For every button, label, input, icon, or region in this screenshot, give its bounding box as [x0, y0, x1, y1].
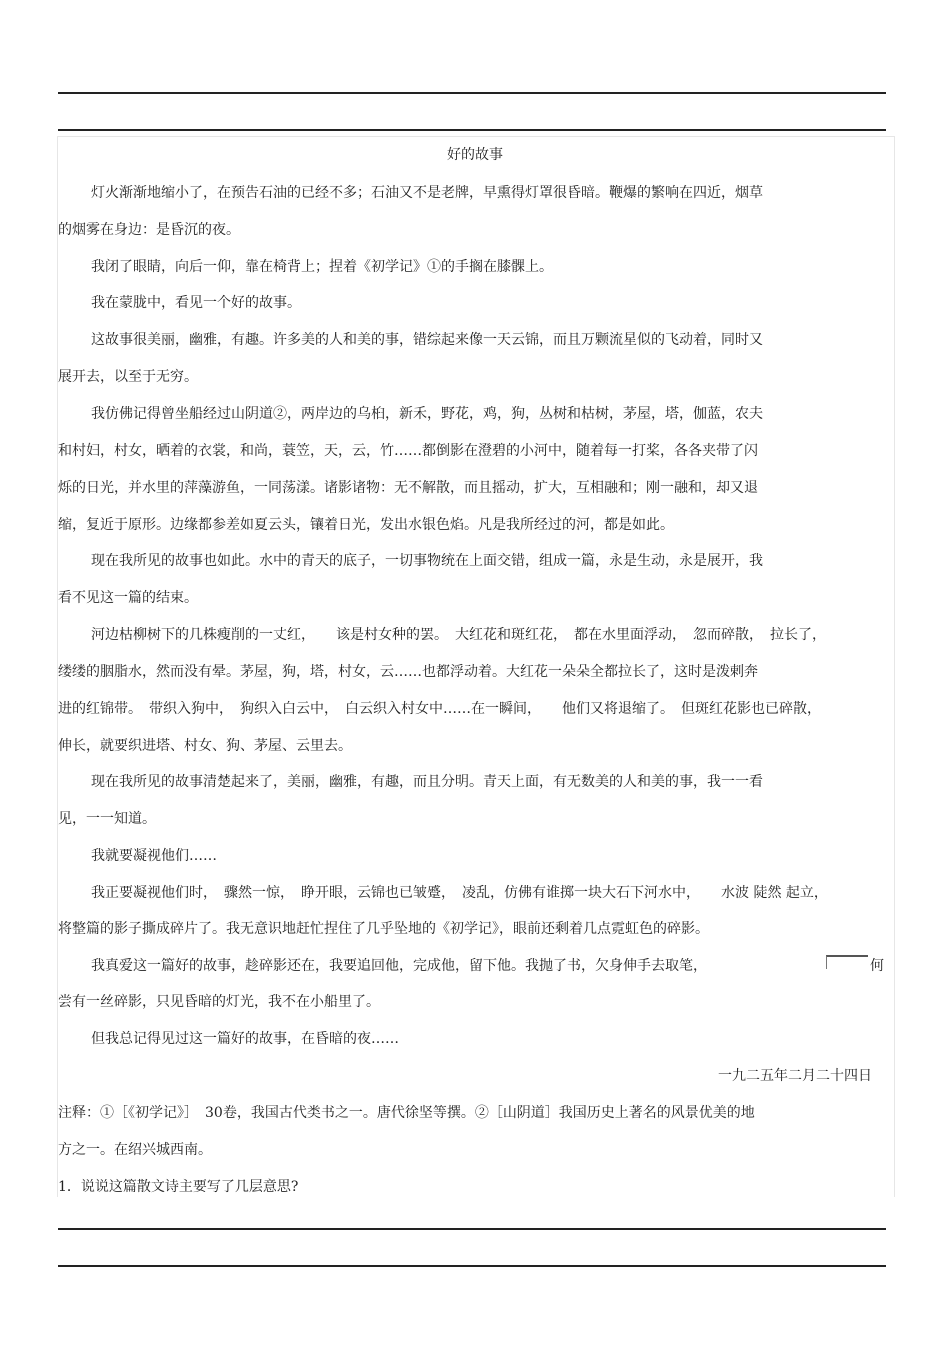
footnote-line: 方之一。在绍兴城西南。 [58, 1142, 212, 1158]
footnote-line: 注释：①［《初学记》］ 30卷，我国古代类书之一。唐代徐坚等撰。②［山阴道］我国历史上著名的风景优美的地 [58, 1105, 755, 1121]
text-line: 灯火渐渐地缩小了，在预告石油的已经不多；石油又不是老牌，早熏得灯罩很昏暗。鞭爆的繁响在四近，烟草 [91, 185, 763, 201]
text-line: 看不见这一篇的结束。 [58, 590, 198, 606]
text-line: 我闭了眼睛，向后一仰，靠在椅背上；捏着《初学记》①的手搁在膝髁上。 [91, 259, 553, 275]
footer-rule-top [58, 1228, 886, 1230]
date-signature: 一九二五年二月二十四日 [718, 1068, 872, 1084]
text-line: 和村妇，村女，晒着的衣裳，和尚，蓑笠，天，云，竹……都倒影在澄碧的小河中，随着每一打桨，各各夹带了闪 [58, 443, 758, 459]
text-line: 我正要凝视他们时， 骤然一惊， 睁开眼，云锦也已皱蹙， 凌乱，仿佛有谁掷一块大石下河水中， 水波 陡然 起立， [91, 885, 828, 901]
text-line: 缕缕的胭脂水，然而没有晕。茅屋，狗，塔，村女，云……也都浮动着。大红花一朵朵全都拉长了，这时是泼剌奔 [58, 664, 758, 680]
text-line: 我就要凝视他们…… [91, 848, 217, 864]
dash-mark [826, 955, 868, 969]
footer-rule-bottom [58, 1265, 886, 1267]
text-line: 展开去，以至于无穷。 [58, 369, 198, 385]
text-line: 缩，复近于原形。边缘都参差如夏云头，镶着日光，发出水银色焰。凡是我所经过的河，都是如此。 [58, 517, 674, 533]
question-line: 1．说说这篇散文诗主要写了几层意思? [58, 1179, 299, 1195]
text-line: 我真爱这一篇好的故事，趁碎影还在，我要追回他，完成他，留下他。我抛了书，欠身伸手去取笔， [91, 958, 707, 974]
text-line: 烁的日光，并水里的萍藻游鱼，一同荡漾。诸影诸物：无不解散，而且摇动，扩大，互相融和；刚一融和，却又退 [58, 480, 758, 496]
text-line: 这故事很美丽，幽雅，有趣。许多美的人和美的事，错综起来像一天云锦，而且万颗流星似的飞动着，同时又 [91, 332, 763, 348]
text-line: 我在蒙胧中，看见一个好的故事。 [91, 295, 301, 311]
text-line: 现在我所见的故事也如此。水中的青天的底子，一切事物统在上面交错，组成一篇，永是生动，永是展开，我 [91, 553, 763, 569]
text-line: 何 [870, 958, 884, 974]
text-line: 现在我所见的故事清楚起来了，美丽，幽雅，有趣，而且分明。青天上面，有无数美的人和美的事，我一一看 [91, 774, 763, 790]
text-line: 伸长，就要织进塔、村女、狗、茅屋、云里去。 [58, 738, 352, 754]
text-line: 我仿佛记得曾坐船经过山阴道②，两岸边的乌桕，新禾，野花，鸡，狗，丛树和枯树，茅屋，塔，伽蓝，农夫 [91, 406, 763, 422]
text-line: 河边枯柳树下的几株瘦削的一丈红， 该是村女种的罢。 大红花和斑红花， 都在水里面浮动， 忽而碎散， 拉长了， [91, 627, 826, 643]
text-line: 但我总记得见过这一篇好的故事，在昏暗的夜…… [91, 1031, 399, 1047]
text-line: 将整篇的影子撕成碎片了。我无意识地赶忙捏住了几乎坠地的《初学记》，眼前还剩着几点霓虹色的碎影。 [58, 921, 709, 937]
text-line: 进的红锦带。 带织入狗中， 狗织入白云中， 白云织入村女中……在一瞬间， 他们又将退缩了。 但斑红花影也已碎散， [58, 701, 821, 717]
text-line: 见，一一知道。 [58, 811, 156, 827]
text-line: 尝有一丝碎影，只见昏暗的灯光，我不在小船里了。 [58, 994, 380, 1010]
header-rule-bottom [58, 129, 886, 131]
text-line: 的烟雾在身边：是昏沉的夜。 [58, 222, 240, 238]
header-rule-top [58, 92, 886, 94]
document-title: 好的故事 [447, 147, 503, 163]
